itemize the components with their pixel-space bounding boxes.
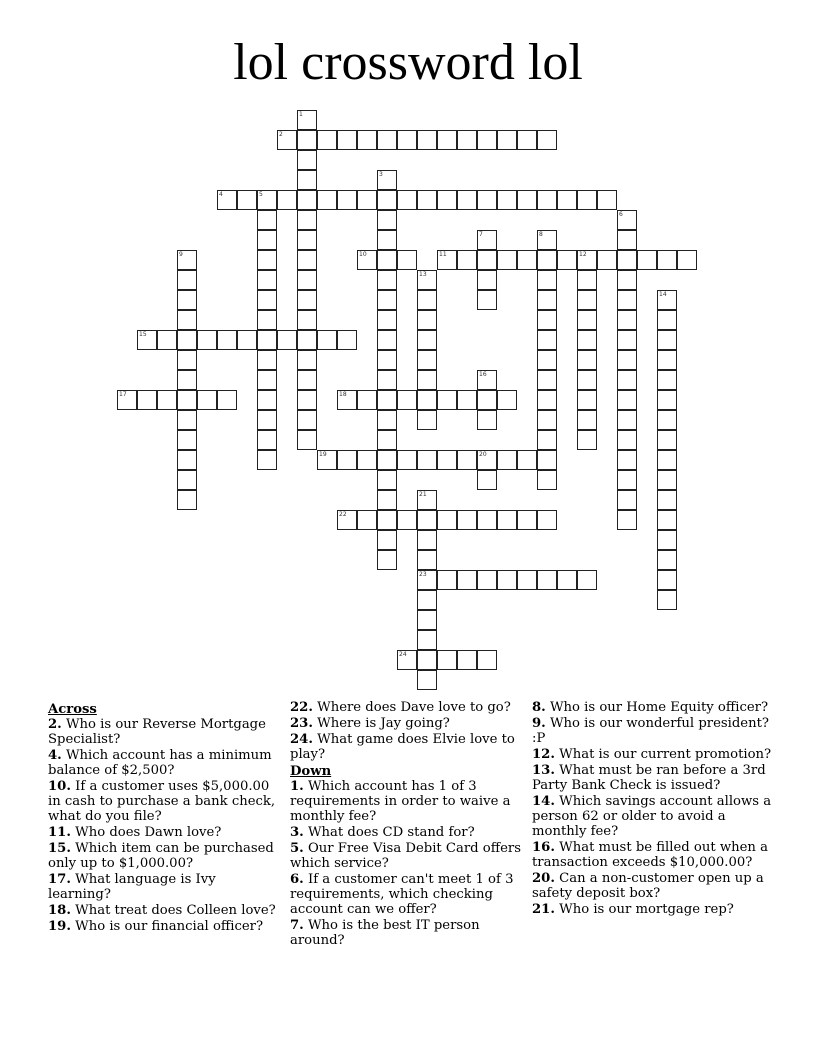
grid-cell[interactable] (657, 390, 677, 410)
clue-number: 24 (399, 651, 407, 658)
clue-across-10: 10. If a customer uses $5,000.00 in cash to purchase a bank check, what do you file? (48, 779, 276, 824)
clue-down-16: 16. What must be filled out when a transaction exceeds $10,000.00? (532, 840, 768, 870)
grid-cell[interactable] (657, 310, 677, 330)
clue-number: 8 (539, 231, 543, 238)
grid-cell[interactable] (257, 250, 277, 270)
grid-cell[interactable] (517, 250, 537, 270)
grid-cell[interactable] (297, 150, 317, 170)
grid-cell[interactable] (537, 190, 557, 210)
grid-cell[interactable] (557, 190, 577, 210)
grid-cell[interactable] (257, 210, 277, 230)
grid-cell[interactable] (477, 570, 497, 590)
grid-cell[interactable] (477, 230, 497, 250)
grid-cell[interactable] (417, 290, 437, 310)
grid-cell[interactable] (657, 570, 677, 590)
grid-cell[interactable] (377, 270, 397, 290)
grid-cell[interactable] (477, 390, 497, 410)
grid-cell[interactable] (537, 390, 557, 410)
grid-cell[interactable] (617, 310, 637, 330)
grid-cell[interactable] (417, 630, 437, 650)
grid-cell[interactable] (477, 290, 497, 310)
grid-cell[interactable] (377, 230, 397, 250)
grid-cell[interactable] (217, 390, 237, 410)
down-heading: Down (290, 764, 332, 779)
clue-number: 19 (319, 451, 327, 458)
clue-number: 18 (339, 391, 347, 398)
grid-cell[interactable] (617, 230, 637, 250)
grid-cell[interactable] (177, 250, 197, 270)
grid-cell[interactable] (537, 470, 557, 490)
grid-cell[interactable] (657, 350, 677, 370)
clue-down-5: 5. Our Free Visa Debit Card offers which service? (290, 841, 521, 871)
grid-cell[interactable] (617, 410, 637, 430)
grid-cell[interactable] (537, 270, 557, 290)
grid-cell[interactable] (477, 450, 497, 470)
grid-cell[interactable] (357, 510, 377, 530)
grid-cell[interactable] (617, 250, 637, 270)
grid-cell[interactable] (497, 130, 517, 150)
grid-cell[interactable] (477, 650, 497, 670)
clue-number: 11 (439, 251, 447, 258)
grid-cell[interactable] (377, 290, 397, 310)
clue-number: 17 (119, 391, 127, 398)
grid-cell[interactable] (377, 490, 397, 510)
clue-across-2: 2. Who is our Reverse Mortgage Specialist? (48, 717, 266, 747)
grid-cell[interactable] (177, 310, 197, 330)
clue-down-21: 21. Who is our mortgage rep? (532, 902, 734, 917)
clues-column-1 (48, 700, 280, 935)
clue-across-24: 24. What game does Elvie love to play? (290, 732, 515, 762)
grid-cell[interactable] (517, 190, 537, 210)
grid-cell[interactable] (577, 430, 597, 450)
grid-cell[interactable] (477, 370, 497, 390)
clue-down-9: 9. Who is our wonderful president? :P (532, 716, 769, 746)
clue-down-13: 13. What must be ran before a 3rd Party Bank Check is issued? (532, 763, 766, 793)
grid-cell[interactable] (277, 330, 297, 350)
grid-cell[interactable] (597, 250, 617, 270)
clues-column-3 (532, 700, 772, 918)
grid-cell[interactable] (197, 390, 217, 410)
grid-cell[interactable] (577, 270, 597, 290)
grid-cell[interactable] (377, 510, 397, 530)
grid-cell[interactable] (297, 270, 317, 290)
grid-cell[interactable] (217, 190, 237, 210)
grid-cell[interactable] (657, 450, 677, 470)
grid-cell[interactable] (157, 390, 177, 410)
across-heading: Across (48, 702, 97, 717)
grid-cell[interactable] (577, 290, 597, 310)
grid-cell[interactable] (357, 190, 377, 210)
grid-cell[interactable] (597, 190, 617, 210)
grid-cell[interactable] (617, 450, 637, 470)
grid-cell[interactable] (537, 310, 557, 330)
grid-cell[interactable] (377, 530, 397, 550)
grid-cell[interactable] (177, 390, 197, 410)
grid-cell[interactable] (377, 550, 397, 570)
grid-cell[interactable] (177, 370, 197, 390)
grid-cell[interactable] (337, 390, 357, 410)
grid-cell[interactable] (577, 410, 597, 430)
grid-cell[interactable] (497, 250, 517, 270)
grid-cell[interactable] (377, 210, 397, 230)
grid-cell[interactable] (417, 130, 437, 150)
grid-cell[interactable] (437, 130, 457, 150)
grid-cell[interactable] (617, 350, 637, 370)
grid-cell[interactable] (417, 350, 437, 370)
clue-across-19: 19. Who is our financial officer? (48, 919, 264, 934)
grid-cell[interactable] (297, 170, 317, 190)
grid-cell[interactable] (297, 190, 317, 210)
grid-cell[interactable] (297, 250, 317, 270)
grid-cell[interactable] (457, 570, 477, 590)
clue-down-7: 7. Who is the best IT person around? (290, 918, 480, 948)
grid-cell[interactable] (437, 650, 457, 670)
grid-cell[interactable] (457, 450, 477, 470)
grid-cell[interactable] (657, 370, 677, 390)
grid-cell[interactable] (397, 390, 417, 410)
grid-cell[interactable] (417, 190, 437, 210)
clue-number: 9 (179, 251, 183, 258)
grid-cell[interactable] (457, 650, 477, 670)
grid-cell[interactable] (417, 370, 437, 390)
grid-cell[interactable] (117, 390, 137, 410)
clue-number: 21 (419, 491, 427, 498)
grid-cell[interactable] (437, 390, 457, 410)
grid-cell[interactable] (537, 130, 557, 150)
grid-cell[interactable] (377, 310, 397, 330)
grid-cell[interactable] (397, 650, 417, 670)
grid-cell[interactable] (457, 130, 477, 150)
clues-column-2 (290, 700, 522, 949)
grid-cell[interactable] (537, 510, 557, 530)
grid-cell[interactable] (257, 290, 277, 310)
grid-cell[interactable] (257, 270, 277, 290)
grid-cell[interactable] (157, 330, 177, 350)
grid-cell[interactable] (457, 510, 477, 530)
grid-cell[interactable] (297, 130, 317, 150)
grid-cell[interactable] (377, 430, 397, 450)
grid-cell[interactable] (557, 570, 577, 590)
grid-cell[interactable] (657, 490, 677, 510)
grid-cell[interactable] (417, 410, 437, 430)
grid-cell[interactable] (517, 570, 537, 590)
grid-cell[interactable] (177, 450, 197, 470)
grid-cell[interactable] (177, 490, 197, 510)
grid-cell[interactable] (257, 310, 277, 330)
grid-cell[interactable] (377, 130, 397, 150)
grid-cell[interactable] (417, 670, 437, 690)
clue-across-18: 18. What treat does Colleen love? (48, 903, 276, 918)
clue-number: 4 (219, 191, 223, 198)
grid-cell[interactable] (497, 510, 517, 530)
grid-cell[interactable] (577, 330, 597, 350)
grid-cell[interactable] (577, 250, 597, 270)
grid-cell[interactable] (617, 270, 637, 290)
grid-cell[interactable] (297, 210, 317, 230)
grid-cell[interactable] (537, 290, 557, 310)
grid-cell[interactable] (377, 370, 397, 390)
grid-cell[interactable] (417, 270, 437, 290)
grid-cell[interactable] (637, 250, 657, 270)
clue-number: 3 (379, 171, 383, 178)
grid-cell[interactable] (297, 110, 317, 130)
clue-number: 20 (479, 451, 487, 458)
grid-cell[interactable] (577, 370, 597, 390)
grid-cell[interactable] (477, 250, 497, 270)
grid-cell[interactable] (377, 470, 397, 490)
grid-cell[interactable] (297, 290, 317, 310)
grid-cell[interactable] (377, 390, 397, 410)
grid-cell[interactable] (357, 450, 377, 470)
grid-cell[interactable] (537, 450, 557, 470)
grid-cell[interactable] (537, 230, 557, 250)
grid-cell[interactable] (657, 250, 677, 270)
grid-cell[interactable] (417, 570, 437, 590)
grid-cell[interactable] (517, 450, 537, 470)
grid-cell[interactable] (437, 570, 457, 590)
grid-cell[interactable] (417, 590, 437, 610)
grid-cell[interactable] (477, 510, 497, 530)
grid-cell[interactable] (397, 130, 417, 150)
grid-cell[interactable] (477, 270, 497, 290)
grid-cell[interactable] (537, 570, 557, 590)
clue-number: 12 (579, 251, 587, 258)
grid-cell[interactable] (517, 510, 537, 530)
grid-cell[interactable] (237, 330, 257, 350)
grid-cell[interactable] (377, 190, 397, 210)
grid-cell[interactable] (337, 130, 357, 150)
grid-cell[interactable] (657, 510, 677, 530)
clue-down-1: 1. Which account has 1 of 3 requirements in order to waive a monthly fee? (290, 779, 511, 824)
grid-cell[interactable] (437, 450, 457, 470)
grid-cell[interactable] (417, 450, 437, 470)
clue-across-17: 17. What language is Ivy learning? (48, 872, 216, 902)
grid-cell[interactable] (617, 210, 637, 230)
grid-cell[interactable] (477, 410, 497, 430)
grid-cell[interactable] (657, 530, 677, 550)
grid-cell[interactable] (657, 410, 677, 430)
grid-cell[interactable] (417, 610, 437, 630)
grid-cell[interactable] (437, 190, 457, 210)
grid-cell[interactable] (377, 350, 397, 370)
grid-cell[interactable] (577, 350, 597, 370)
grid-cell[interactable] (537, 330, 557, 350)
grid-cell[interactable] (257, 410, 277, 430)
grid-cell[interactable] (477, 190, 497, 210)
grid-cell[interactable] (397, 250, 417, 270)
grid-cell[interactable] (497, 450, 517, 470)
clue-number: 14 (659, 291, 667, 298)
grid-cell[interactable] (297, 230, 317, 250)
grid-cell[interactable] (297, 370, 317, 390)
clue-number: 1 (299, 111, 303, 118)
grid-cell[interactable] (437, 510, 457, 530)
grid-cell[interactable] (257, 350, 277, 370)
grid-cell[interactable] (297, 410, 317, 430)
grid-cell[interactable] (177, 290, 197, 310)
clue-down-20: 20. Can a non-customer open up a safety deposit box? (532, 871, 764, 901)
grid-cell[interactable] (657, 550, 677, 570)
grid-cell[interactable] (417, 550, 437, 570)
clue-number: 22 (339, 511, 347, 518)
grid-cell[interactable] (357, 250, 377, 270)
grid-cell[interactable] (577, 190, 597, 210)
grid-cell[interactable] (617, 330, 637, 350)
clue-across-11: 11. Who does Dawn love? (48, 825, 222, 840)
grid-cell[interactable] (357, 130, 377, 150)
grid-cell[interactable] (397, 450, 417, 470)
grid-cell[interactable] (277, 130, 297, 150)
grid-cell[interactable] (617, 370, 637, 390)
grid-cell[interactable] (377, 170, 397, 190)
grid-cell[interactable] (477, 470, 497, 490)
grid-cell[interactable] (497, 390, 517, 410)
grid-cell[interactable] (177, 410, 197, 430)
grid-cell[interactable] (177, 470, 197, 490)
clue-down-8: 8. Who is our Home Equity officer? (532, 700, 769, 715)
grid-cell[interactable] (657, 290, 677, 310)
clue-number: 2 (279, 131, 283, 138)
grid-cell[interactable] (457, 250, 477, 270)
grid-cell[interactable] (177, 350, 197, 370)
grid-cell[interactable] (297, 430, 317, 450)
grid-cell[interactable] (297, 390, 317, 410)
grid-cell[interactable] (477, 130, 497, 150)
clue-across-23: 23. Where is Jay going? (290, 716, 450, 731)
clue-across-22: 22. Where does Dave love to go? (290, 700, 511, 715)
grid-cell[interactable] (317, 190, 337, 210)
grid-cell[interactable] (537, 370, 557, 390)
grid-cell[interactable] (437, 250, 457, 270)
grid-cell[interactable] (257, 230, 277, 250)
grid-cell[interactable] (417, 390, 437, 410)
grid-cell[interactable] (417, 530, 437, 550)
grid-cell[interactable] (177, 270, 197, 290)
grid-cell[interactable] (137, 390, 157, 410)
grid-cell[interactable] (217, 330, 237, 350)
grid-cell[interactable] (337, 450, 357, 470)
grid-cell[interactable] (557, 250, 577, 270)
grid-cell[interactable] (657, 330, 677, 350)
grid-cell[interactable] (497, 190, 517, 210)
grid-cell[interactable] (537, 410, 557, 430)
clue-across-15: 15. Which item can be purchased only up to $1,000.00? (48, 841, 274, 871)
grid-cell[interactable] (377, 250, 397, 270)
clue-number: 7 (479, 231, 483, 238)
grid-cell[interactable] (297, 310, 317, 330)
grid-cell[interactable] (377, 410, 397, 430)
clue-number: 5 (259, 191, 263, 198)
grid-cell[interactable] (677, 250, 697, 270)
grid-cell[interactable] (537, 430, 557, 450)
grid-cell[interactable] (397, 190, 417, 210)
grid-cell[interactable] (237, 190, 257, 210)
clue-number: 16 (479, 371, 487, 378)
grid-cell[interactable] (257, 450, 277, 470)
clue-number: 10 (359, 251, 367, 258)
grid-cell[interactable] (257, 190, 277, 210)
grid-cell[interactable] (317, 330, 337, 350)
grid-cell[interactable] (257, 430, 277, 450)
grid-cell[interactable] (517, 130, 537, 150)
grid-cell[interactable] (537, 250, 557, 270)
grid-cell[interactable] (417, 330, 437, 350)
grid-cell[interactable] (417, 650, 437, 670)
grid-cell[interactable] (257, 370, 277, 390)
grid-cell[interactable] (357, 390, 377, 410)
clue-number: 23 (419, 571, 427, 578)
grid-cell[interactable] (577, 390, 597, 410)
crossword-grid (117, 110, 717, 710)
grid-cell[interactable] (257, 330, 277, 350)
grid-cell[interactable] (617, 510, 637, 530)
grid-cell[interactable] (577, 570, 597, 590)
grid-cell[interactable] (177, 330, 197, 350)
grid-cell[interactable] (337, 190, 357, 210)
grid-cell[interactable] (617, 490, 637, 510)
grid-cell[interactable] (657, 430, 677, 450)
grid-cell[interactable] (337, 510, 357, 530)
grid-cell[interactable] (377, 450, 397, 470)
grid-cell[interactable] (457, 190, 477, 210)
grid-cell[interactable] (497, 570, 517, 590)
clue-across-4: 4. Which account has a minimum balance of $2,500? (48, 748, 272, 778)
page-title: lol crossword lol (233, 34, 583, 91)
grid-cell[interactable] (317, 450, 337, 470)
grid-cell[interactable] (417, 310, 437, 330)
clue-down-14: 14. Which savings account allows a person 62 or older to avoid a monthly fee? (532, 794, 772, 839)
clue-down-3: 3. What does CD stand for? (290, 825, 475, 840)
grid-cell[interactable] (317, 130, 337, 150)
grid-cell[interactable] (617, 470, 637, 490)
grid-cell[interactable] (337, 330, 357, 350)
clue-down-12: 12. What is our current promotion? (532, 747, 772, 762)
clue-down-6: 6. If a customer can't meet 1 of 3 requirements, which checking account can we offer? (290, 872, 514, 917)
grid-cell[interactable] (657, 590, 677, 610)
grid-cell[interactable] (297, 350, 317, 370)
grid-cell[interactable] (617, 430, 637, 450)
clue-number: 13 (419, 271, 427, 278)
grid-cell[interactable] (417, 490, 437, 510)
grid-cell[interactable] (277, 190, 297, 210)
grid-cell[interactable] (137, 330, 157, 350)
grid-cell[interactable] (657, 470, 677, 490)
grid-cell[interactable] (377, 330, 397, 350)
grid-cell[interactable] (577, 310, 597, 330)
grid-cell[interactable] (537, 350, 557, 370)
grid-cell[interactable] (617, 390, 637, 410)
grid-cell[interactable] (457, 390, 477, 410)
grid-cell[interactable] (197, 330, 217, 350)
grid-cell[interactable] (177, 430, 197, 450)
clue-number: 6 (619, 211, 623, 218)
grid-cell[interactable] (417, 510, 437, 530)
grid-cell[interactable] (617, 290, 637, 310)
grid-cell[interactable] (397, 510, 417, 530)
grid-cell[interactable] (257, 390, 277, 410)
clue-number: 15 (139, 331, 147, 338)
grid-cell[interactable] (297, 330, 317, 350)
